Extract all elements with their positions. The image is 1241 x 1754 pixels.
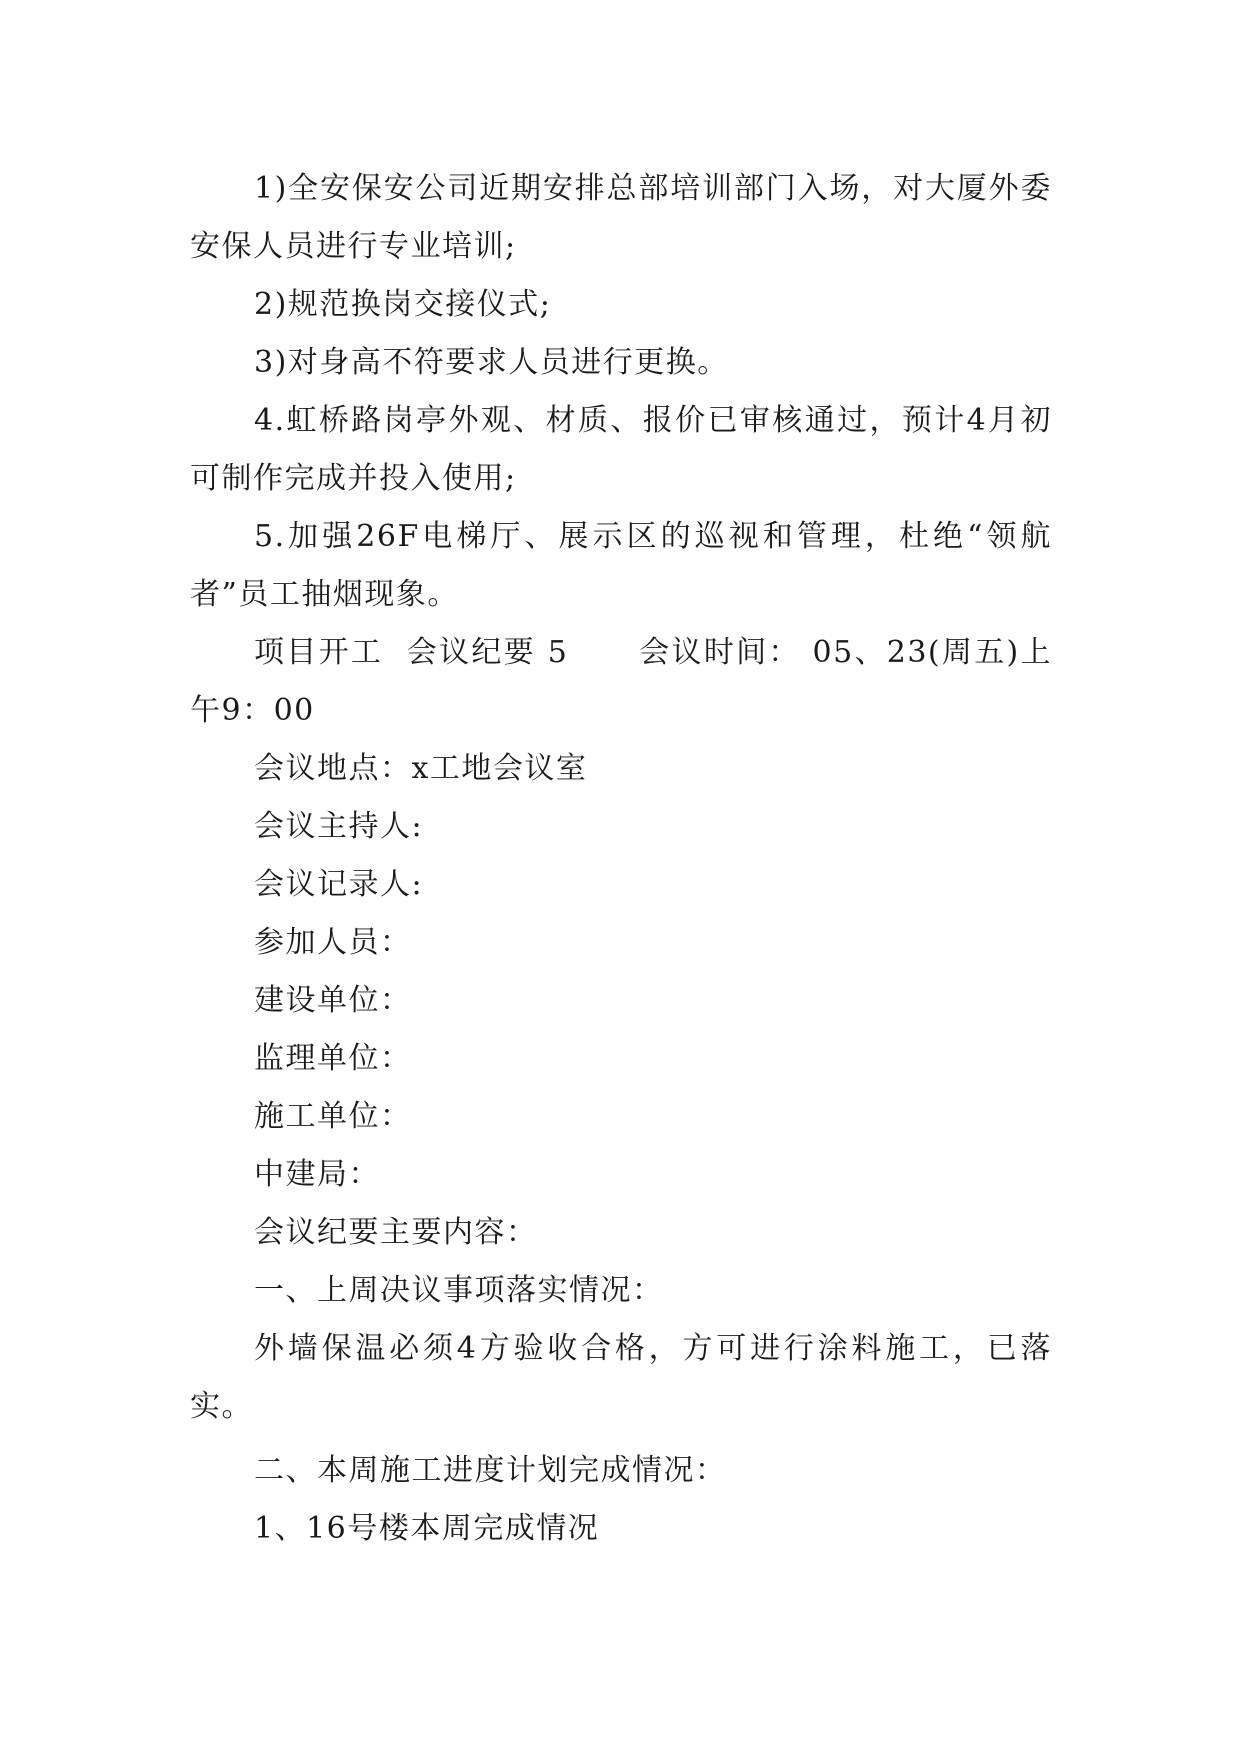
- paragraph-meeting-recorder: 会议记录人:: [254, 867, 424, 902]
- paragraph-contractor-unit: 施工单位：: [254, 1099, 412, 1134]
- paragraph-staff-replacement: 3)对身高不符要求人员进行更换。: [254, 345, 729, 380]
- paragraph-main-content-heading: 会议纪要主要内容：: [254, 1215, 538, 1250]
- paragraph-meeting-location: 会议地点：x工地会议室: [254, 751, 588, 786]
- document-body: [190, 160, 1052, 1558]
- paragraph-construction-unit: 建设单位：: [254, 983, 412, 1018]
- paragraph-building-16-status: 1、16号楼本周完成情况: [254, 1511, 600, 1546]
- paragraph-section-two-heading: 二、本周施工进度计划完成情况：: [254, 1453, 727, 1488]
- paragraph-meeting-host: 会议主持人:: [254, 809, 424, 844]
- paragraph-insulation-acceptance: 外墙保温必须4方验收合格，方可进行涂料施工，已落实。: [190, 1331, 1052, 1424]
- paragraph-attendees: 参加人员：: [254, 925, 412, 960]
- paragraph-security-training: 1)全安保安公司近期安排总部培训部门入场，对大厦外委安保人员进行专业培训;: [190, 171, 1052, 264]
- paragraph-cscec-bureau: 中建局：: [254, 1157, 380, 1192]
- paragraph-meeting-time: 项目开工 会议纪要 5 会议时间： 05、23(周五)上午9：00: [190, 635, 1052, 728]
- paragraph-section-one-heading: 一、上周决议事项落实情况：: [254, 1273, 664, 1308]
- paragraph-patrol-management: 5.加强26F电梯厅、展示区的巡视和管理，杜绝“领航者”员工抽烟现象。: [190, 519, 1052, 612]
- paragraph-supervision-unit: 监理单位：: [254, 1041, 412, 1076]
- paragraph-guard-booth: 4.虹桥路岗亭外观、材质、报价已审核通过，预计4月初可制作完成并投入使用;: [190, 403, 1052, 496]
- paragraph-shift-handover: 2)规范换岗交接仪式;: [254, 287, 552, 322]
